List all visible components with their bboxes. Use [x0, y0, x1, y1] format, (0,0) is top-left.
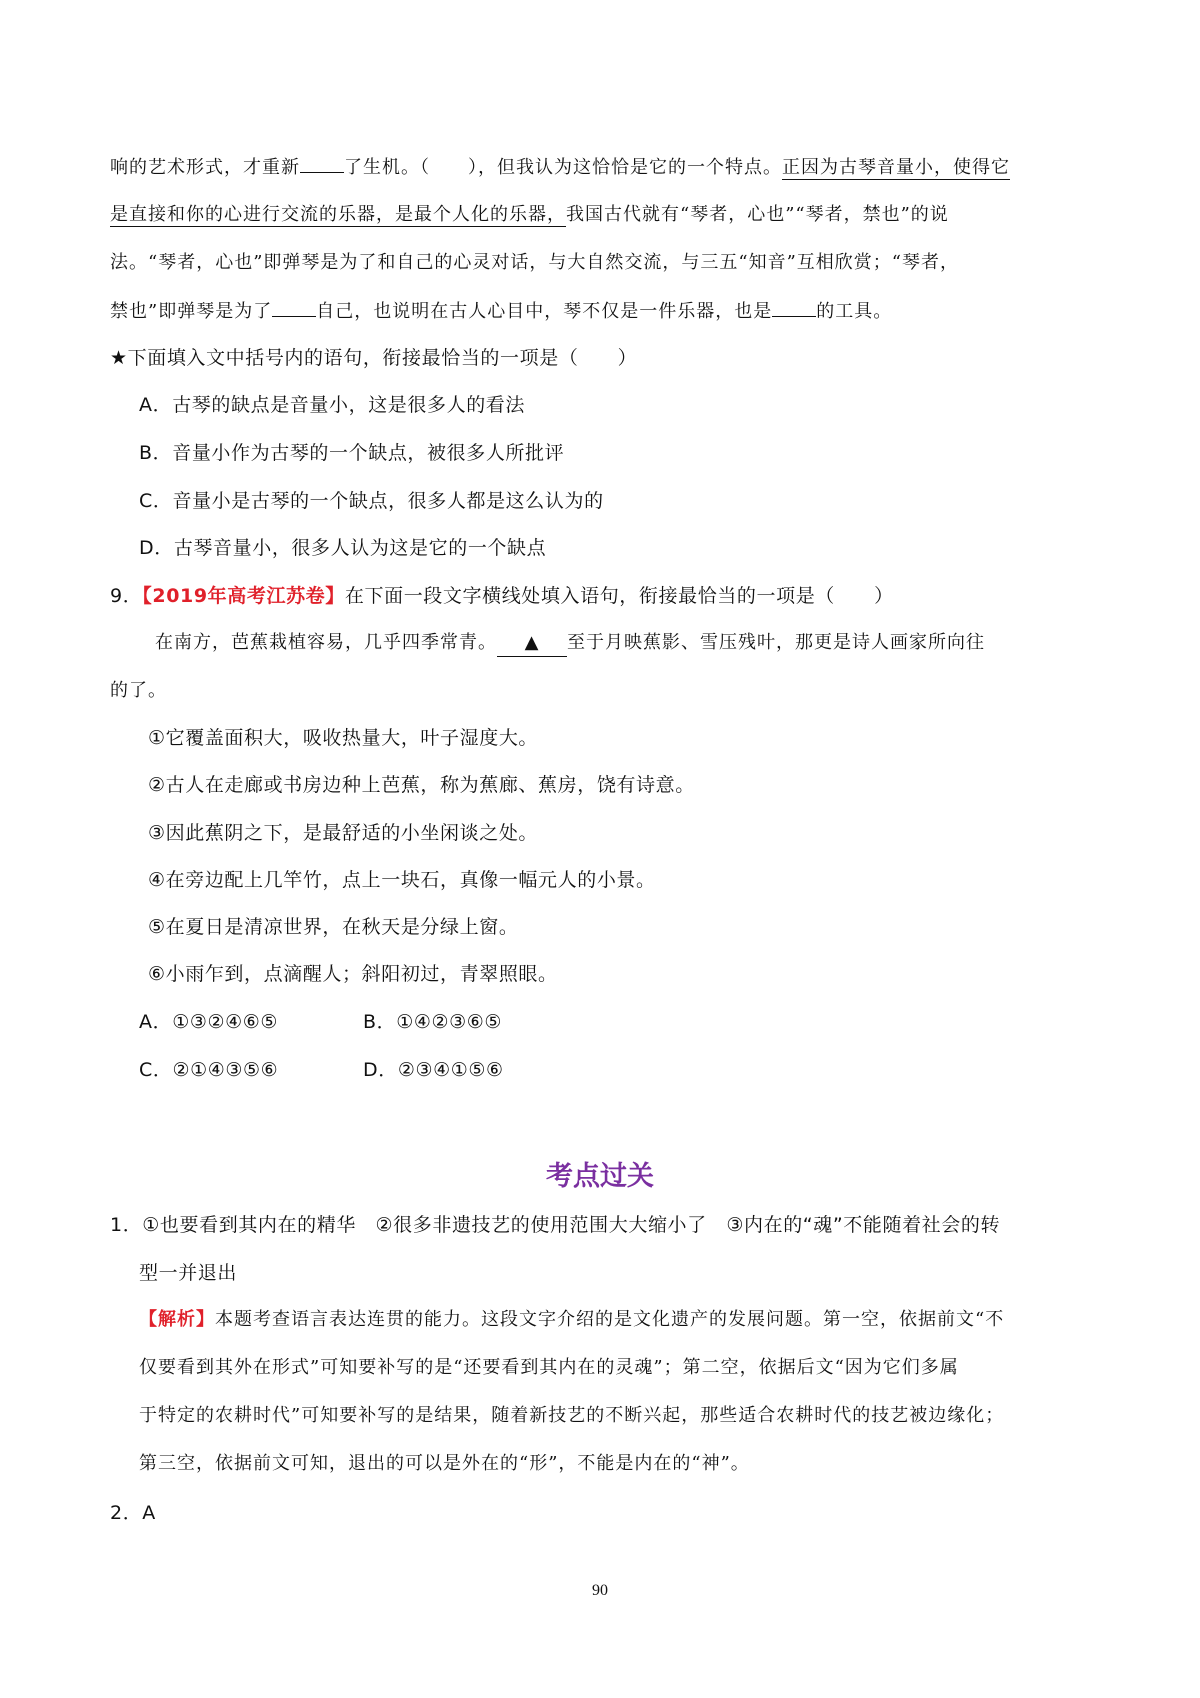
q9-option-b: B．①④②③⑥⑤: [363, 1011, 503, 1033]
passage-text: 我国古代就有“琴者，心也”“琴者，禁也”的说: [566, 204, 949, 225]
passage-text: 了生机。（ ），但我认为这恰恰是它的一个特点。: [344, 157, 782, 178]
passage-text: 响的艺术形式，才重新: [110, 157, 300, 178]
source-tag: 【2019年高考江苏卷】: [142, 585, 345, 607]
analysis-line-4: 第三空，依据前文可知，退出的可以是外在的“形”，不能是内在的“神”。: [139, 1453, 750, 1474]
passage-text: 禁也”即弹琴是为了: [110, 301, 273, 322]
section-title: 考点过关: [546, 1161, 654, 1192]
underlined-text: 正因为古琴音量小，使得它: [782, 157, 1010, 178]
answer-2: 2．A: [110, 1502, 156, 1524]
q9-passage-line-2: 的了。: [110, 680, 167, 701]
question-text: 在下面一段文字横线处填入语句，衔接最恰当的一项是（ ）: [344, 585, 894, 607]
analysis-line-3: 于特定的农耕时代”可知要补写的是结果，随着新技艺的不断兴起，那些适合农耕时代的技艺被边缘化；: [139, 1405, 1005, 1426]
analysis-text: 本题考查语言表达连贯的能力。这段文字介绍的是文化遗产的发展问题。第一空，依据前文“不: [215, 1309, 1005, 1330]
answer-1-line-1: 1．①也要看到其内在的精华 ②很多非遗技艺的使用范围大大缩小了 ③内在的“魂”不能随着社会的转: [110, 1214, 1001, 1236]
passage-line-4: [110, 298, 892, 325]
underlined-text: 是直接和你的心进行交流的乐器，是最个人化的乐器，: [110, 204, 566, 225]
option-d: D．古琴音量小，很多人认为这是它的一个缺点: [139, 537, 547, 559]
passage-line-2: [110, 202, 949, 228]
sentence-item-1: ①它覆盖面积大，吸收热量大，叶子湿度大。: [148, 727, 539, 749]
fill-blank: [300, 154, 344, 173]
q9-option-c: C．②①④③⑤⑥: [139, 1059, 279, 1081]
fill-blank: [772, 298, 816, 317]
fill-blank: [272, 298, 316, 317]
question-9-stem: [110, 583, 894, 609]
sentence-item-6: ⑥小雨乍到，点滴醒人；斜阳初过，青翠照眼。: [148, 963, 558, 985]
page-number: 90: [592, 1582, 608, 1599]
question-number: 9．: [110, 585, 143, 607]
sentence-item-5: ⑤在夏日是清凉世界，在秋天是分绿上窗。: [148, 916, 519, 938]
passage-text: 的工具。: [816, 301, 893, 322]
passage-text: 至于月映蕉影、雪压残叶，那更是诗人画家所向往: [567, 632, 985, 653]
analysis-line-1: [139, 1307, 1004, 1333]
passage-text: 自己，也说明在古人心目中，琴不仅是一件乐器，也是: [316, 301, 773, 322]
sentence-item-4: ④在旁边配上几竿竹，点上一块石，真像一幅元人的小景。: [148, 869, 656, 891]
passage-line-3: 法。“琴者，心也”即弹琴是为了和自己的心灵对话，与大自然交流，与三五“知音”互相欣赏；“琴者，: [110, 252, 960, 273]
option-a: A．古琴的缺点是音量小，这是很多人的看法: [139, 394, 525, 416]
sentence-item-3: ③因此蕉阴之下，是最舒适的小坐闲谈之处。: [148, 822, 539, 844]
question-stem: ★下面填入文中括号内的语句，衔接最恰当的一项是（ ）: [110, 347, 638, 369]
q9-option-d: D．②③④①⑤⑥: [363, 1059, 504, 1081]
answer-1-line-2: 型一并退出: [139, 1262, 238, 1284]
passage-line-1: [110, 154, 1010, 181]
option-c: C．音量小是古琴的一个缺点，很多人都是这么认为的: [139, 490, 604, 512]
analysis-tag: 【解析】: [139, 1309, 215, 1330]
q9-passage-line-1: [155, 630, 985, 657]
passage-text: 在南方，芭蕉栽植容易，几乎四季常青。: [155, 632, 497, 653]
q9-option-a: A．①③②④⑥⑤: [139, 1011, 278, 1033]
triangle-blank: ▲: [497, 630, 567, 657]
option-b: B．音量小作为古琴的一个缺点，被很多人所批评: [139, 442, 565, 464]
analysis-line-2: 仅要看到其外在形式”可知要补写的是“还要看到其内在的灵魂”；第二空，依据后文“因为它们多属: [139, 1357, 959, 1378]
sentence-item-2: ②古人在走廊或书房边种上芭蕉，称为蕉廊、蕉房，饶有诗意。: [148, 774, 695, 796]
